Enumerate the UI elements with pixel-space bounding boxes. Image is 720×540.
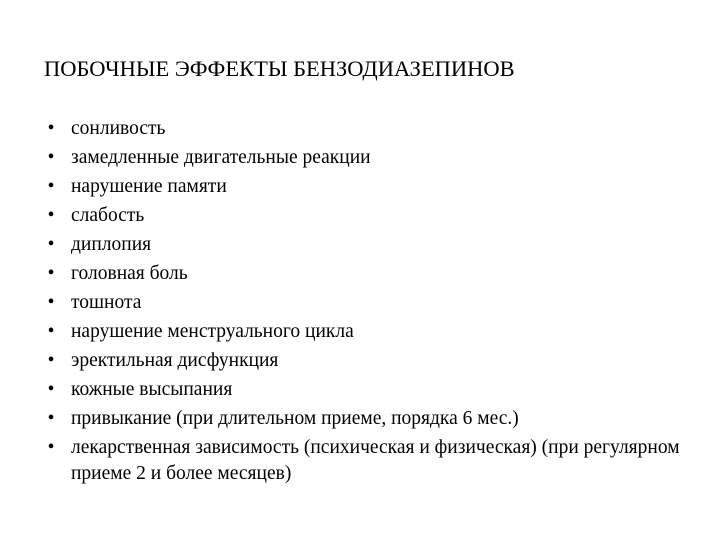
- list-item: [45, 433, 705, 487]
- list-item-text: головная боль: [71, 263, 188, 284]
- list-item-text: нарушение памяти: [71, 176, 227, 197]
- list-item-text: нарушение менструального цикла: [71, 321, 354, 342]
- side-effects-list: [45, 114, 705, 487]
- list-item-text: диплопия: [71, 234, 152, 255]
- list-item-text: сонливость: [71, 118, 166, 139]
- list-item-text: замедленные двигательные реакции: [71, 147, 371, 168]
- list-item-text: эректильная дисфункция: [71, 350, 279, 371]
- list-item: [45, 317, 705, 346]
- bullet-icon: •: [47, 263, 55, 284]
- list-item: [45, 288, 705, 317]
- bullet-icon: •: [47, 437, 55, 458]
- bullet-icon: •: [47, 147, 55, 168]
- bullet-icon: •: [47, 321, 55, 342]
- list-item: [45, 375, 705, 404]
- bullet-icon: •: [47, 292, 55, 313]
- list-item: [45, 172, 705, 201]
- list-item-text: тошнота: [71, 292, 142, 313]
- list-item-text: привыкание (при длительном приеме, порядка 6 мес.): [71, 408, 519, 429]
- list-item: [45, 259, 705, 288]
- bullet-icon: •: [47, 118, 55, 139]
- bullet-icon: •: [47, 234, 55, 255]
- bullet-icon: •: [47, 350, 55, 371]
- list-item: [45, 230, 705, 259]
- list-item: [45, 143, 705, 172]
- list-item-text: лекарственная зависимость (психическая и физическая) (при регулярном приеме 2 и более месяцев): [71, 437, 680, 484]
- list-item: [45, 201, 705, 230]
- list-item: [45, 404, 705, 433]
- list-item-text: кожные высыпания: [71, 379, 233, 400]
- bullet-icon: •: [47, 176, 55, 197]
- bullet-icon: •: [47, 408, 55, 429]
- list-item: [45, 346, 705, 375]
- list-item-text: слабость: [71, 205, 145, 226]
- slide-title: ПОБОЧНЫЕ ЭФФЕКТЫ БЕНЗОДИАЗЕПИНОВ: [44, 56, 515, 81]
- bullet-icon: •: [47, 379, 55, 400]
- bullet-icon: •: [47, 205, 55, 226]
- list-item: [45, 114, 705, 143]
